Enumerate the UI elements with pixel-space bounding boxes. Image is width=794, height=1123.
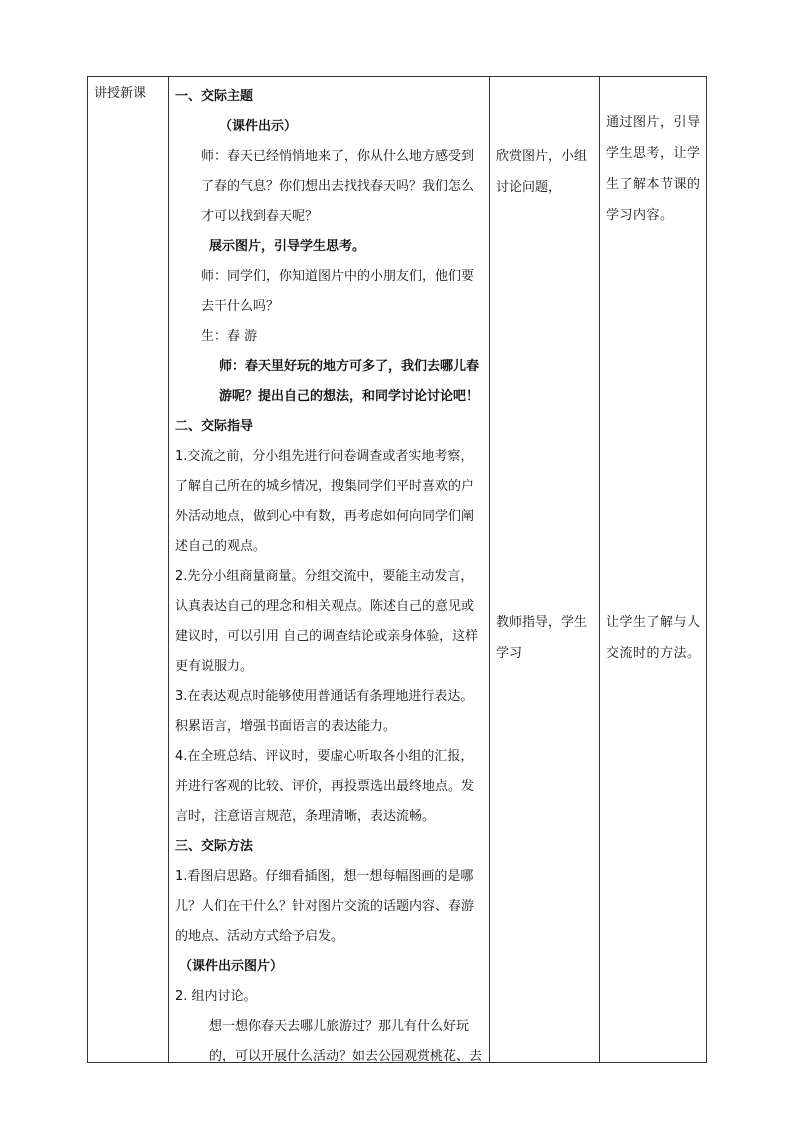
content-paragraph: 师：春天已经悄悄地来了，你从什么地方感受到了春的气息？你们想出去找找春天吗？我们怎么才可以找到春天呢？ (201, 149, 475, 224)
lesson-plan-table (87, 76, 707, 1063)
content-paragraph: 1.看图启思路。仔细看插图，想一想每幅图画的是哪儿？人们在干什么？针对图片交流的话题内容、春游的地点、活动方式给予启发。 (175, 869, 475, 944)
content-paragraph: 展示图片，引导学生思考。 (209, 239, 366, 254)
design-intent-column (600, 77, 706, 1062)
content-paragraph: 2.先分小组商量商量。分组交流中，要能主动发言，认真表达自己的理念和相关观点。陈述自己的意见或建议时，可以引用 自己的调查结论或亲身体验，这样更有说服力。 (175, 569, 479, 674)
content-paragraph: 生：春 游 (201, 329, 258, 344)
stage-label: 讲授新课 (94, 86, 147, 101)
content-paragraph: 3.在表达观点时能够使用普通话有条理地进行表达。积累语言，增强书面语言的表达能力。 (175, 689, 474, 734)
design-intent-1: 通过图片，引导学生思考，让学生了解本节课的学习内容。 (606, 115, 701, 223)
student-activity-column (490, 77, 600, 1062)
content-paragraph: （课件出示） (219, 119, 298, 134)
stage-column (88, 77, 169, 1062)
content-column (169, 77, 490, 1062)
student-activity-1: 欣赏图片，小组讨论问题， (496, 149, 588, 195)
design-intent-2: 让学生了解与人交流时的方法。 (606, 615, 701, 661)
section-heading: 一、交际主题 (175, 89, 254, 104)
section-heading: 三、交际方法 (175, 839, 254, 854)
content-text (169, 77, 489, 1072)
content-paragraph: 4.在全班总结、评议时，要虚心听取各小组的汇报，并进行客观的比较、评价，再投票选出最终地点。发言时，注意语言规范，条理清晰，表达流畅。 (175, 749, 475, 824)
content-paragraph: 师：同学们，你知道图片中的小朋友们，他们要去干什么吗？ (201, 269, 475, 314)
section-heading: 二、交际指导 (175, 419, 254, 434)
content-paragraph: 师：春天里好玩的地方可多了，我们去哪儿春游呢？提出自己的想法，和同学讨论讨论吧！ (219, 359, 480, 404)
content-paragraph: 想一想你春天去哪儿旅游过？那儿有什么好玩的，可以开展什么活动？如去公园观赏桃花、去 (209, 1019, 483, 1064)
content-paragraph: 1.交流之前，分小组先进行问卷调查或者实地考察，了解自己所在的城乡情况，搜集同学们平时喜欢的户外活动地点，做到心中有数，再考虑如何向同学们阐述自己的观点。 (175, 449, 475, 554)
student-activity-2: 教师指导，学生学习 (496, 615, 588, 661)
content-paragraph: 2. 组内讨论。 (175, 989, 257, 1004)
content-paragraph: （课件出示图片） (179, 959, 284, 974)
